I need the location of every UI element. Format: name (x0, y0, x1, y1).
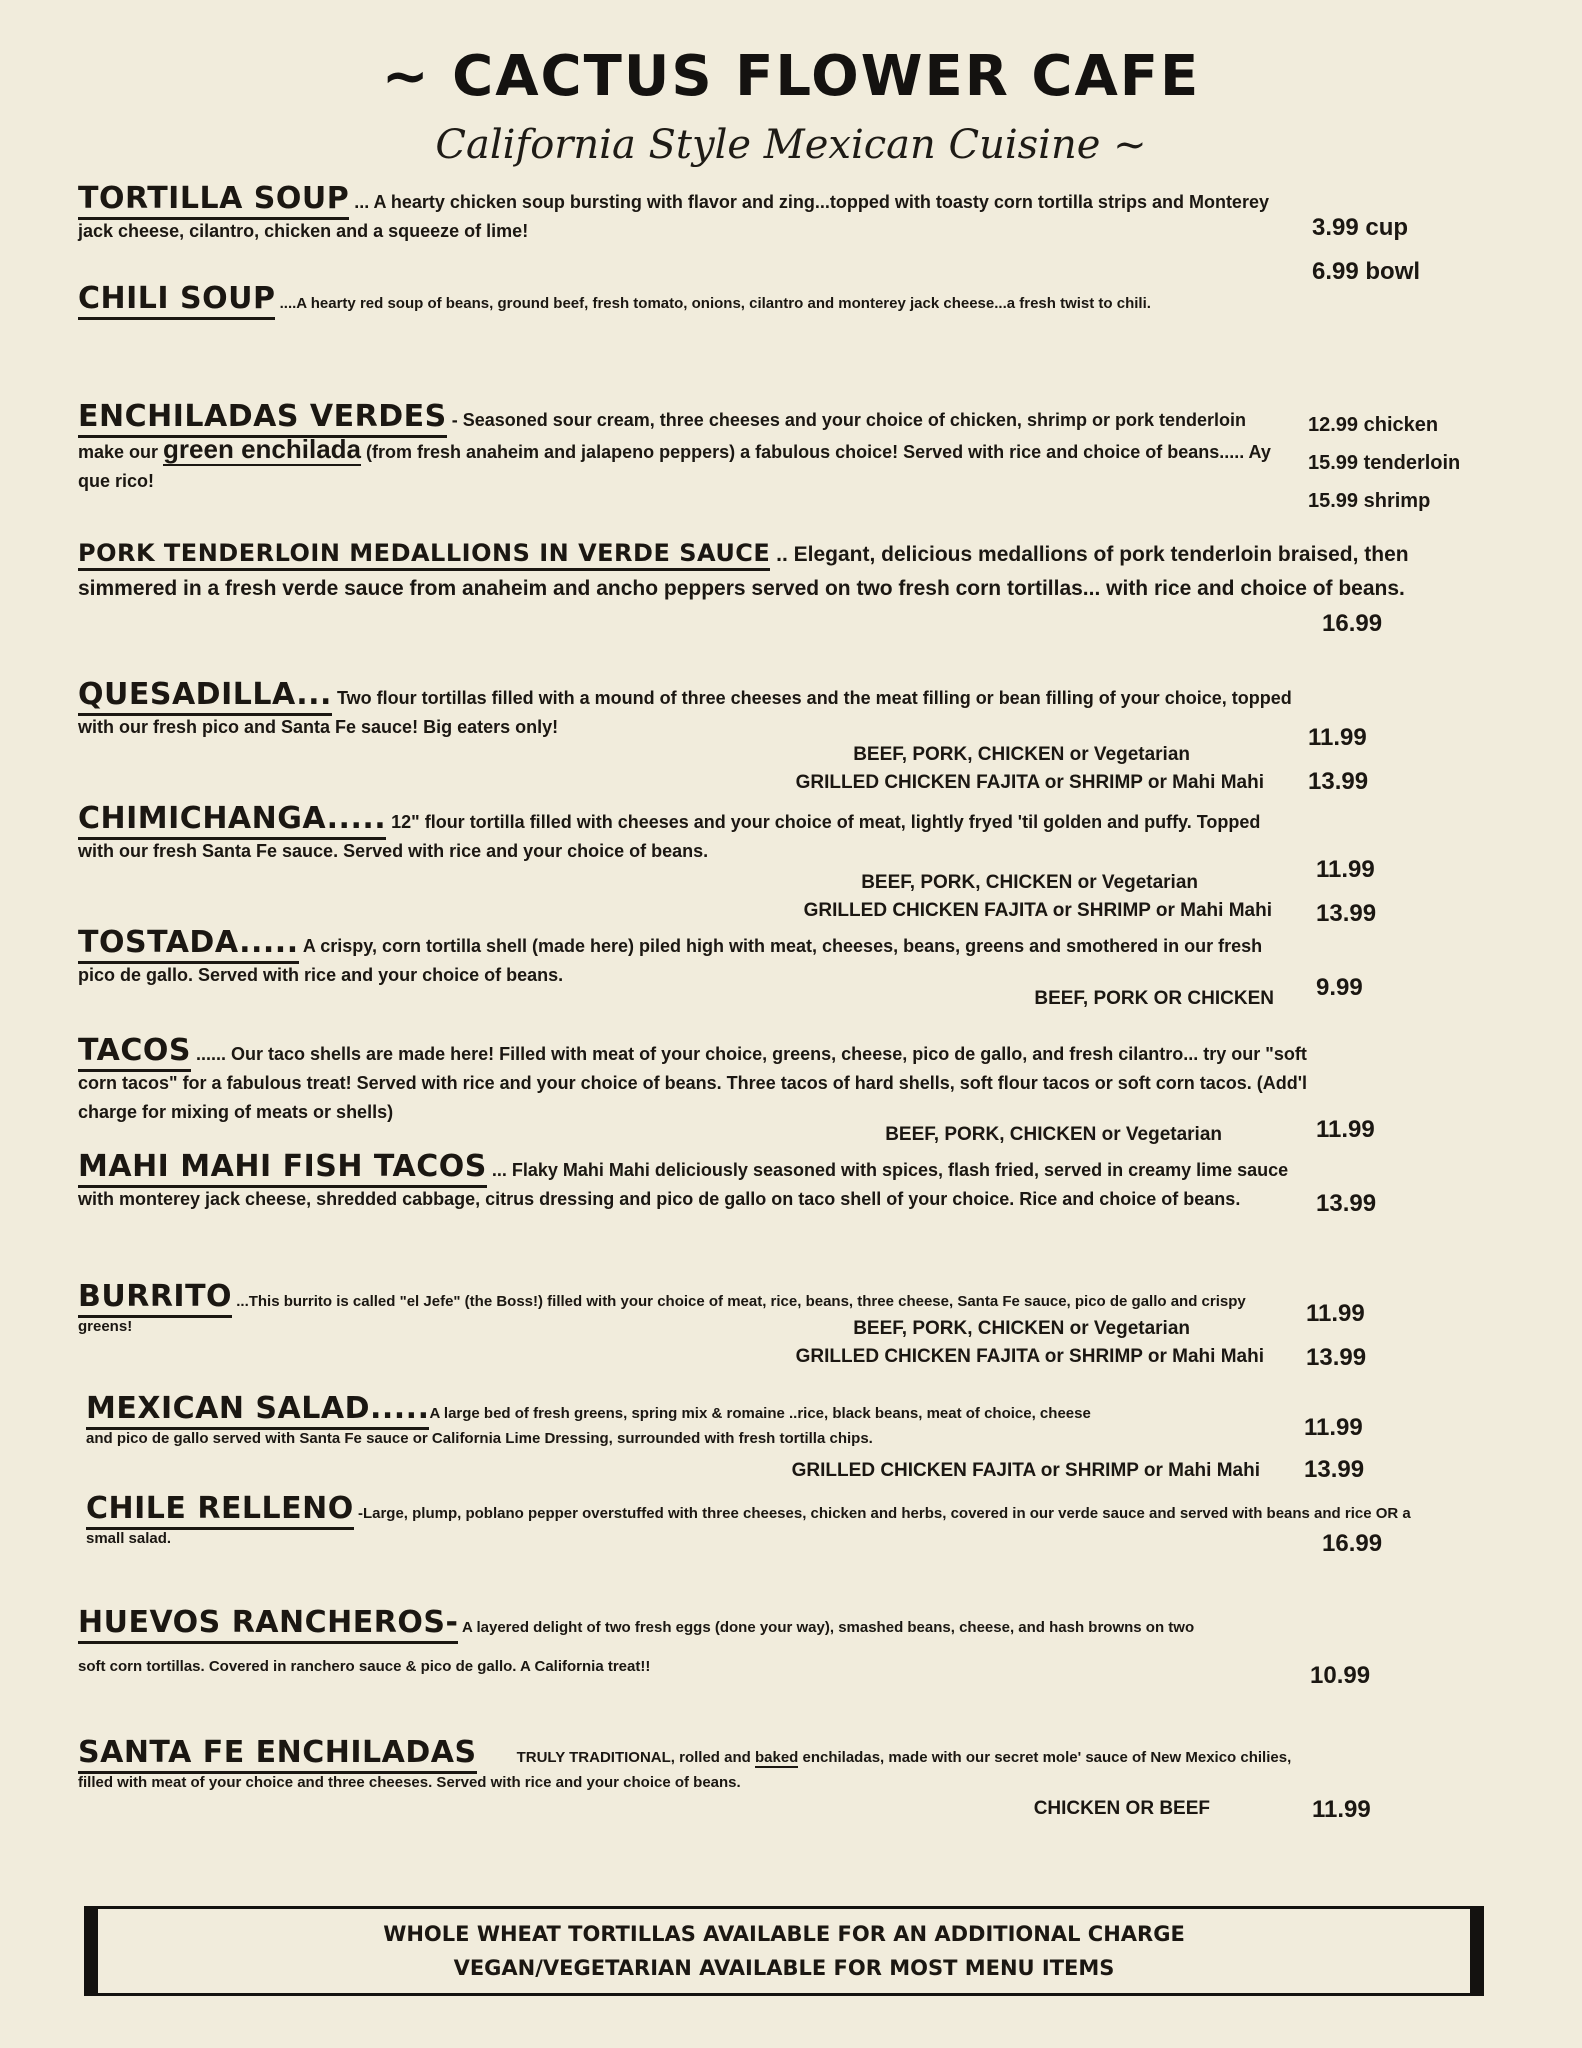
item-description-cont: (from fresh anaheim and jalapeno peppers) a fabulous choice! Served with rice and choice of beans..... Ay que rico! (78, 442, 1271, 491)
item-name: ENCHILADAS VERDES (78, 399, 447, 438)
item-description: ... A hearty chicken soup bursting with flavor and zing...topped with toasty corn tortilla strips and Monterey jack cheese, cilantro, chicken and a squeeze of lime! (78, 192, 1269, 241)
item-name: MAHI MAHI FISH TACOS (78, 1149, 487, 1188)
item-description: - Seasoned sour cream, three cheeses and your choice of chicken, shrimp or pork tenderloin make our (78, 410, 1246, 462)
price-bowl: 6.99 bowl (1312, 258, 1421, 285)
price-regular: 11.99 (1306, 1300, 1365, 1327)
option-meats: CHICKEN OR BEEF (1033, 1798, 1210, 1819)
menu-item-huevos-rancheros (78, 1605, 1478, 1679)
menu-title: ~ CACTUS FLOWER CAFE (381, 44, 1201, 109)
price-shrimp: 15.99 shrimp (1308, 490, 1431, 512)
menu-item-chili-soup (78, 281, 1298, 316)
option-regular: BEEF, PORK, CHICKEN or Vegetarian (853, 744, 1190, 765)
item-description: .. Elegant, delicious medallions of pork tenderloin braised, then simmered in a fresh verde sauce from anaheim and ancho peppers served on two fresh corn tortillas... with rice and choice of beans. (78, 543, 1409, 600)
menu-subtitle: California Style Mexican Cuisine ~ (435, 122, 1147, 168)
item-description: ....A hearty red soup of beans, ground beef, fresh tomato, onions, cilantro and monterey jack cheese...a fresh twist to chili. (275, 295, 1151, 312)
item-name: MEXICAN SALAD..... (86, 1391, 429, 1430)
menu-item-tacos (78, 1033, 1318, 1127)
menu-item-mexican-salad (86, 1391, 1116, 1451)
menu-item-quesadilla (78, 677, 1308, 742)
option-premium: GRILLED CHICKEN FAJITA or SHRIMP or Mahi Mahi (791, 1460, 1260, 1481)
menu-item-chile-relleno (86, 1491, 1446, 1551)
price-premium: 13.99 (1306, 1344, 1367, 1371)
price-chicken: 12.99 chicken (1308, 414, 1439, 436)
footer-notice-box (84, 1906, 1484, 1996)
price-premium: 13.99 (1308, 768, 1369, 795)
option-meats: BEEF, PORK, CHICKEN or Vegetarian (885, 1124, 1222, 1145)
item-name: TOSTADA..... (78, 925, 299, 964)
item-price: 10.99 (1310, 1662, 1371, 1689)
item-description-cont: soft corn tortillas. Covered in ranchero sauce & pico de gallo. A California treat!! (78, 1658, 651, 1675)
menu-item-santa-fe-enchiladas (78, 1735, 1318, 1795)
option-premium: GRILLED CHICKEN FAJITA or SHRIMP or Mahi Mahi (795, 772, 1264, 793)
price-regular: 11.99 (1316, 856, 1375, 883)
item-price: 11.99 (1316, 1116, 1375, 1143)
option-premium: GRILLED CHICKEN FAJITA or SHRIMP or Mahi Mahi (803, 900, 1272, 921)
option-premium: GRILLED CHICKEN FAJITA or SHRIMP or Mahi Mahi (795, 1346, 1264, 1367)
item-name: CHILE RELLENO (86, 1491, 354, 1530)
option-meats: BEEF, PORK OR CHICKEN (1034, 988, 1274, 1009)
item-name: QUESADILLA... (78, 677, 332, 716)
footer-line-vegan: VEGAN/VEGETARIAN AVAILABLE FOR MOST MENU ITEMS (453, 1956, 1115, 1980)
item-description: 12" flour tortilla filled with cheeses and your choice of meat, lightly fryed 'til golden and puffy. Topped with our fresh Santa Fe sauce. Served with rice and your choice of beans. (78, 812, 1261, 861)
item-name: BURRITO (78, 1279, 232, 1318)
price-cup: 3.99 cup (1312, 214, 1409, 241)
menu-item-tortilla-soup (78, 181, 1278, 246)
item-price: 11.99 (1312, 1796, 1371, 1823)
item-description: A crispy, corn tortilla shell (made here) piled high with meat, cheeses, beans, greens and smothered in our fresh pico de gallo. Served with rice and your choice of beans. (78, 936, 1263, 985)
baked-text: baked (754, 1749, 799, 1766)
item-description: ... Flaky Mahi Mahi deliciously seasoned with spices, flash fried, served in creamy lime sauce with monterey jack cheese, shredded cabbage, citrus dressing and pico de gallo on taco shell of your choice. Rice and choice of beans. (78, 1160, 1289, 1209)
price-tenderloin: 15.99 tenderloin (1308, 452, 1461, 474)
item-price: 13.99 (1316, 1190, 1377, 1217)
item-name: HUEVOS RANCHEROS- (78, 1605, 458, 1644)
item-name: CHIMICHANGA..... (78, 801, 386, 840)
item-name: TORTILLA SOUP (78, 181, 349, 220)
item-description: TRULY TRADITIONAL, rolled and (516, 1749, 755, 1766)
item-description: A large bed of fresh greens, spring mix & romaine ..rice, black beans, meat of choice, cheese and pico de gallo served with Santa Fe sauce or California Lime Dressing, surrounded with fresh tortilla chips. (86, 1405, 1091, 1447)
menu-item-chimichanga (78, 801, 1278, 866)
item-name: PORK TENDERLOIN MEDALLIONS IN VERDE SAUCE (78, 539, 770, 571)
menu-item-mahi-fish-tacos (78, 1149, 1308, 1214)
item-name: CHILI SOUP (78, 281, 275, 320)
item-description: A layered delight of two fresh eggs (done your way), smashed beans, cheese, and hash browns on two (458, 1619, 1195, 1636)
menu-item-tostada (78, 925, 1278, 990)
item-description: ...... Our taco shells are made here! Filled with meat of your choice, greens, cheese, pico de gallo, and fresh cilantro... try our "soft corn tacos" for a fabulous treat! Served with rice and your choice of beans. Three tacos of hard shells, soft flour tacos or soft corn tacos. (Add'l charge for mixing of meats or shells) (78, 1044, 1308, 1122)
price-regular: 11.99 (1308, 724, 1367, 751)
price-regular: 11.99 (1304, 1414, 1363, 1441)
option-regular: BEEF, PORK, CHICKEN or Vegetarian (853, 1318, 1190, 1339)
option-regular: BEEF, PORK, CHICKEN or Vegetarian (861, 872, 1198, 893)
menu-item-pork-tenderloin (78, 536, 1458, 606)
item-price: 16.99 (1322, 610, 1383, 637)
price-premium: 13.99 (1304, 1456, 1365, 1483)
item-description: Two flour tortillas filled with a mound of three cheeses and the meat filling or bean filling of your choice, topped with our fresh pico and Santa Fe sauce! Big eaters only! (78, 688, 1292, 737)
item-price: 16.99 (1322, 1530, 1383, 1557)
green-enchilada-text: green enchilada (163, 434, 362, 464)
item-description: -Large, plump, poblano pepper overstuffed with three cheeses, chicken and herbs, covered in our verde sauce and served with beans and rice OR a small salad. (86, 1505, 1411, 1547)
item-name: SANTA FE ENCHILADAS (78, 1735, 477, 1774)
item-description-cont: enchiladas, made with our secret mole' sauce of New Mexico chilies, filled with meat of your choice and three cheeses. Served with rice and your choice of beans. (78, 1749, 1292, 1791)
item-name: TACOS (78, 1033, 191, 1072)
menu-item-enchiladas-verdes (78, 399, 1278, 496)
footer-line-whole-wheat: WHOLE WHEAT TORTILLAS AVAILABLE FOR AN ADDITIONAL CHARGE (383, 1922, 1185, 1946)
item-description: ...This burrito is called "el Jefe" (the Boss!) filled with your choice of meat, rice, beans, three cheese, Santa Fe sauce, pico de gallo and crispy greens! (78, 1293, 1246, 1335)
item-price: 9.99 (1316, 974, 1363, 1001)
price-premium: 13.99 (1316, 900, 1377, 927)
